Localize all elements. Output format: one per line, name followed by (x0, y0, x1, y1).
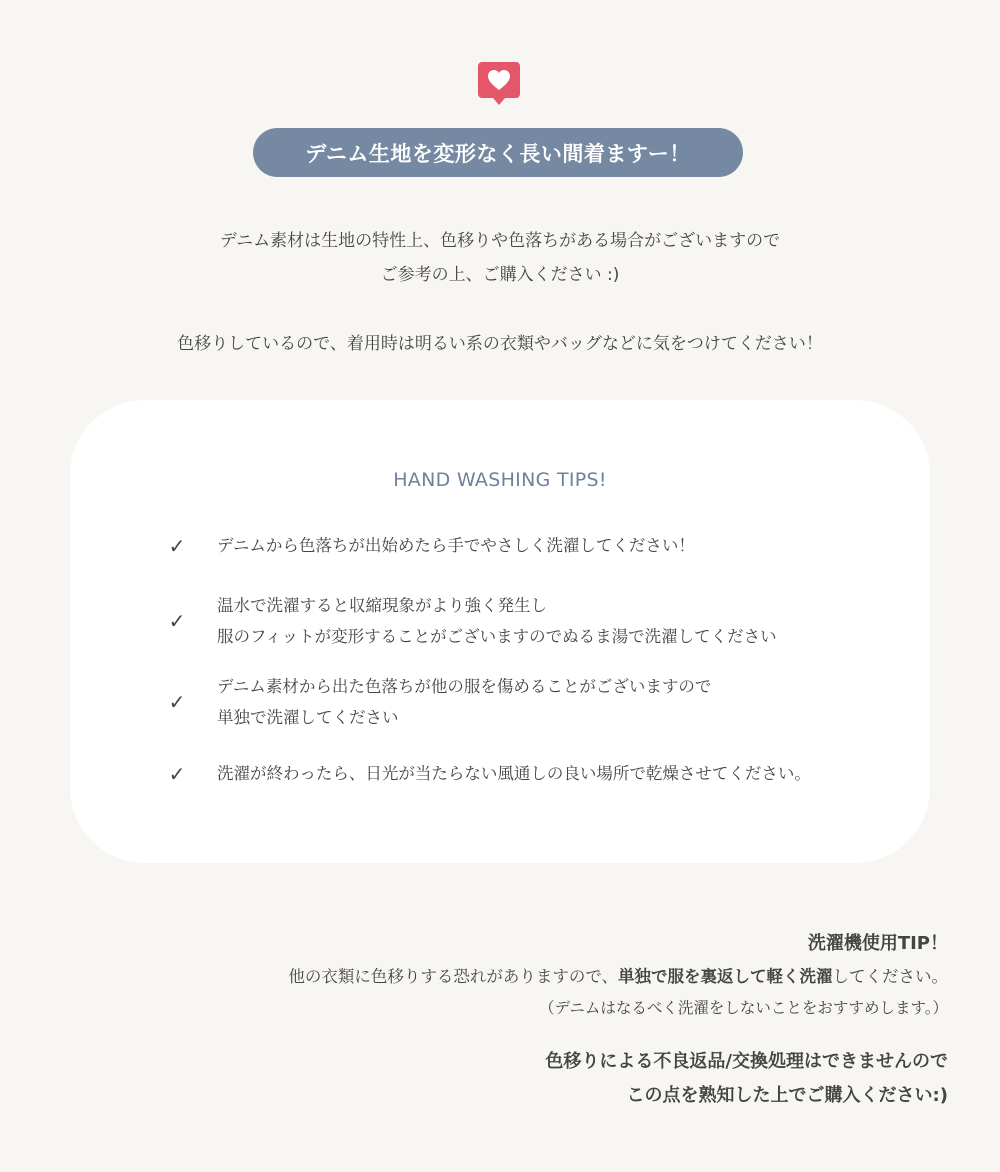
headline-text: デニム生地を変形なく長い間着ますー！ (305, 141, 691, 166)
intro-line-2: ご参考の上、ご購入ください :) (380, 265, 620, 285)
machine-tip-emphasis: 単独で服を裏返して軽く洗濯 (618, 967, 833, 986)
check-icon: ✓ (168, 761, 186, 786)
tip-line: 単独で洗濯してください (217, 708, 399, 727)
tip-line: デニムから色落ちが出始めたら手でやさしく洗濯してください！ (217, 536, 695, 555)
tip-line: 洗濯が終わったら、日光が当たらない風通しの良い場所で乾燥させてください。 (217, 764, 811, 783)
notice-line-2: この点を熟知した上でご購入ください:) (626, 1085, 948, 1106)
machine-tip-title: 洗濯機使用TIP！ (807, 933, 948, 954)
machine-tip-suffix: してください。 (832, 967, 948, 986)
tip-item (160, 530, 920, 561)
check-icon: ✓ (168, 533, 186, 558)
check-icon: ✓ (168, 690, 186, 714)
tip-item (160, 671, 920, 733)
machine-tip-line (48, 963, 948, 987)
tip-line: 服のフィットが変形することがございますのでぬるま湯で洗濯してください (217, 627, 777, 646)
tip-text (217, 590, 777, 652)
tip-line: 温水で洗濯すると収縮現象がより強く発生し (217, 596, 547, 615)
intro-line-3: 色移りしているので、着用時は明るい系の衣類やバッグなどに気をつけてください！ (177, 334, 823, 354)
tip-text (217, 758, 811, 789)
tip-item (160, 758, 920, 789)
tip-item (160, 590, 920, 652)
heart-speech-bubble-icon (476, 60, 522, 106)
notice-line-1: 色移りによる不良返品/交換処理はできませんので (545, 1051, 948, 1072)
card-title: HAND WASHING TIPS! (393, 469, 607, 491)
intro-line-1: デニム素材は生地の特性上、色移りや色落ちがある場合がございますので (219, 231, 781, 251)
check-icon: ✓ (168, 609, 186, 633)
tip-text (217, 530, 695, 561)
machine-tip-prefix: 他の衣類に色移りする恐れがありますので、 (288, 967, 618, 986)
machine-tip-note: （デニムはなるべく洗濯をしないことをおすすめします。） (538, 999, 948, 1017)
tip-text (217, 671, 711, 733)
tip-line: デニム素材から出た色落ちが他の服を傷めることがございますので (217, 677, 712, 696)
headline-pill (253, 128, 743, 177)
